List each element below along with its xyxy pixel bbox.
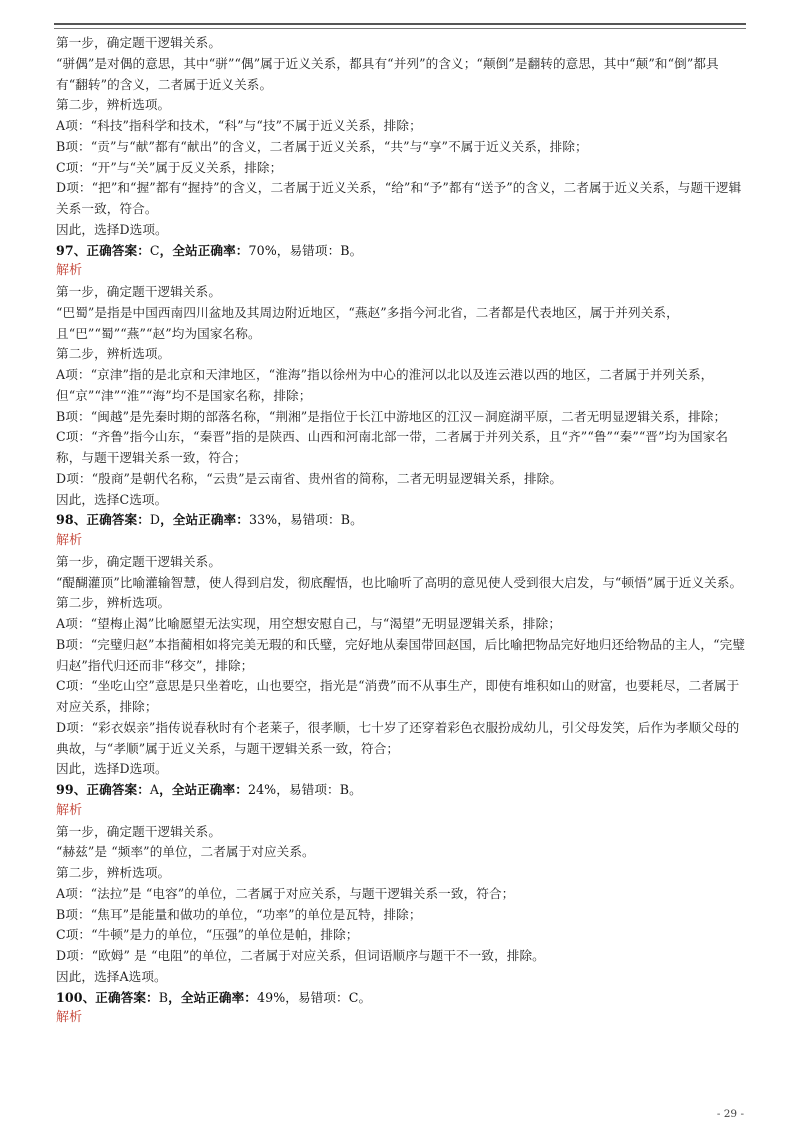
explanation-line: C项：“齐鲁”指今山东，“秦晋”指的是陕西、山西和河南北部一带，二者属于并列关系，且“齐”“鲁”“秦”“晋”均为国家名称，与题干逻辑关系一致，符合； (56, 429, 729, 465)
explanation-line: A项：“望梅止渴”比喻愿望无法实现，用空想安慰自己，与“渴望”无明显逻辑关系，排除； (56, 616, 562, 631)
explanation-line: 因此，选择D选项。 (56, 221, 168, 237)
error-option: ，易错项：B。 (276, 782, 362, 797)
explanation-line: A项：“法拉”是 “电容”的单位，二者属于对应关系，与题干逻辑关系一致，符合； (56, 885, 515, 901)
explanation-line: “骈偶”是对偶的意思，其中“骈”“偶”属于近义关系，都具有“并列”的含义；“颠倒”是翻转的意思，其中“颠”和“倒”都具有“翻转”的含义，二者属于近义关系。 (56, 55, 719, 92)
header-rule-thick (54, 23, 746, 25)
accuracy-rate: 24% (247, 782, 277, 797)
explanation-line: 第二步，辨析选项。 (56, 97, 171, 113)
error-option: ，易错项：B。 (276, 242, 363, 258)
page-number: - 29 - (716, 1108, 744, 1120)
rate-label: ，全站正确率： (159, 242, 249, 258)
accuracy-rate: 33% (248, 512, 278, 528)
explanation-line: “赫兹”是 “频率”的单位，二者属于对应关系。 (56, 844, 315, 860)
explanation-line: B项：“贡”与“献”都有“献出”的含义，二者属于近义关系，“共”与“享”不属于近义关系，排除； (56, 138, 588, 154)
explanation-line: B项：“焦耳”是能量和做功的单位，“功率”的单位是瓦特，排除； (56, 906, 422, 922)
explanation-line: 因此，选择C选项。 (56, 491, 168, 507)
header-rule-thin (54, 28, 746, 29)
document-body (56, 33, 746, 1029)
explanation-line: A项：“科技”指科学和技术，“科”与“技”不属于近义关系，排除； (56, 118, 422, 133)
accuracy-rate: 49% (256, 989, 286, 1005)
explanation-line: 第一步，确定题干逻辑关系。 (56, 35, 222, 50)
analysis-heading: 解析 (56, 802, 83, 818)
answer-choice: A (149, 782, 160, 797)
analysis-heading: 解析 (56, 533, 83, 548)
error-option: ，易错项：C。 (285, 989, 372, 1005)
answer-label: 97、正确答案： (56, 242, 150, 258)
explanation-line: A项：“京津”指的是北京和天津地区，“淮海”指以徐州为中心的淮河以北以及连云港以西的地区，二者属于并列关系，但“京”“津”“淮”“海”均不是国家名称，排除； (56, 367, 714, 403)
accuracy-rate: 70% (248, 242, 277, 258)
answer-choice: D (149, 512, 161, 528)
answer-choice: C (149, 242, 160, 258)
answer-line (56, 241, 746, 262)
analysis-heading: 解析 (56, 263, 83, 279)
error-option: ，易错项：B。 (277, 512, 363, 528)
rate-label: ，全站正确率： (168, 989, 257, 1005)
explanation-line: C项：“坐吃山空”意思是只坐着吃，山也要空，指光是“消费”而不从事生产，即使有堆积如山的财富，也要耗尽，二者属于对应关系，排除； (56, 678, 740, 714)
explanation-line: B项：“完璧归赵”本指蔺相如将完美无瑕的和氏璧，完好地从秦国带回赵国，后比喻把物品完好地归还给物品的主人，“完璧归赵”指代归还而非“移交”，排除； (56, 636, 746, 673)
explanation-line: 第二步，辨析选项。 (56, 346, 171, 362)
explanation-line: D项：“殷商”是朝代名称，“云贵”是云南省、贵州省的简称，二者无明显逻辑关系，排除。 (56, 470, 563, 486)
explanation-line: C项：“牛顿”是力的单位，“压强”的单位是帕，排除； (56, 927, 359, 943)
explanation-line: 第一步，确定题干逻辑关系。 (56, 553, 222, 569)
explanation-line: 因此，选择D选项。 (56, 761, 168, 777)
explanation-line: C项：“开”与“关”属于反义关系，排除； (56, 159, 283, 175)
answer-label: 100、正确答案： (56, 989, 159, 1005)
answer-line (56, 988, 746, 1009)
analysis-heading: 解析 (56, 1010, 83, 1026)
explanation-line: 因此，选择A选项。 (56, 968, 167, 984)
explanation-line: D项：“把”和“握”都有“握持”的含义，二者属于近义关系，“给”和“予”都有“送予”的含义，二者属于近义关系，与题干逻辑关系一致，符合。 (56, 180, 742, 216)
explanation-line: 第二步，辨析选项。 (56, 865, 171, 880)
explanation-line: “巴蜀”是指是中国西南四川盆地及其周边附近地区，“燕赵”多指今河北省，二者都是代表地区，属于并列关系，且“巴”“蜀”“燕”“赵”均为国家名称。 (56, 304, 679, 341)
rate-label: ，全站正确率： (160, 512, 249, 528)
answer-choice: B (158, 989, 169, 1005)
explanation-line: “醍醐灌顶”比喻灌输智慧，使人得到启发，彻底醒悟，也比喻听了高明的意见使人受到很大启发，与“顿悟”属于近义关系。 (56, 574, 743, 590)
explanation-line: D项：“彩衣娱亲”指传说春秋时有个老莱子，很孝顺，七十岁了还穿着彩色衣服扮成幼儿，引父母发笑，后作为孝顺父母的典故，与“孝顺”属于近义关系，与题干逻辑关系一致，符合； (56, 719, 740, 756)
answer-label: 98、正确答案： (56, 512, 150, 528)
explanation-line: 第一步，确定题干逻辑关系。 (56, 823, 222, 839)
explanation-line: 第二步，辨析选项。 (56, 595, 171, 611)
answer-label: 99、正确答案： (56, 782, 150, 797)
answer-line (56, 780, 746, 801)
explanation-line: D项：“欧姆” 是 “电阻”的单位，二者属于对应关系，但词语顺序与题干不一致，排除。 (56, 948, 545, 963)
answer-line (56, 510, 746, 531)
explanation-line: B项：“闽越”是先秦时期的部落名称，“荆湘”是指位于长江中游地区的江汉－洞庭湖平原，二者无明显逻辑关系，排除； (56, 408, 727, 424)
rate-label: ，全站正确率： (159, 782, 248, 797)
explanation-line: 第一步，确定题干逻辑关系。 (56, 284, 222, 299)
